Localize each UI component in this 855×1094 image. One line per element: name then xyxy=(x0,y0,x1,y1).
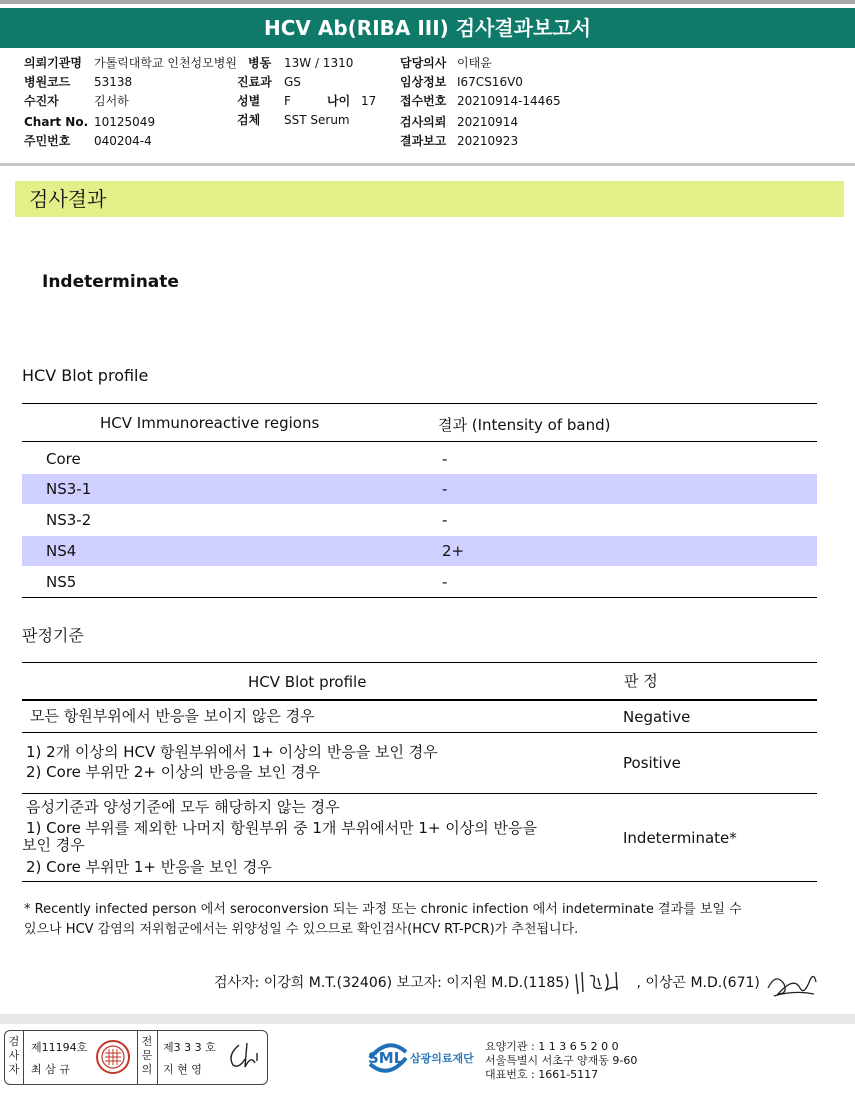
table-row: NS3-1 - xyxy=(22,474,817,504)
criteria-bottom-rule xyxy=(22,881,817,882)
info-report-date: 결과보고 20210923 xyxy=(400,134,519,148)
stamp-col1-label: 검 사 자 xyxy=(8,1035,20,1076)
criteria-top-rule xyxy=(22,662,817,663)
tester-name: 검사자: 이강희 M.T.(32406) xyxy=(214,975,393,991)
seal-icon xyxy=(95,1039,131,1075)
org-address: 요양기관 : 1 1 3 6 5 2 0 0 서울특별시 서초구 양재동 9-60 대표번호 : 1661-5117 xyxy=(485,1040,638,1081)
info-doctor: 담당의사 이태윤 xyxy=(400,56,492,70)
reporter-signature-icon xyxy=(572,968,632,998)
reporter-name: 보고자: 이지원 M.D.(1185) xyxy=(396,975,570,991)
footnote xyxy=(24,900,824,940)
patient-info xyxy=(0,52,855,162)
stamp-license2: 제3 3 3 호 xyxy=(163,1041,216,1054)
signature-line xyxy=(214,966,820,1000)
top-border xyxy=(0,0,855,4)
result-value: Indeterminate xyxy=(42,272,179,292)
stamp-divider xyxy=(23,1031,24,1084)
table-row: NS4 2+ xyxy=(22,536,817,566)
stamp-divider xyxy=(137,1031,138,1084)
footer-band xyxy=(0,1014,855,1024)
stamp-license1: 제11194호 xyxy=(31,1041,88,1054)
table-row: Core - xyxy=(46,450,448,468)
info-age: 나이 17 xyxy=(327,94,377,108)
blot-col-result: 결과 (Intensity of band) xyxy=(438,416,611,434)
info-department: 진료과 GS xyxy=(237,75,301,89)
info-resident-no: 주민번호 040204-4 xyxy=(24,134,152,148)
blot-table-bottom-rule xyxy=(22,597,817,598)
footnote-line: 있으나 HCV 감염의 저위험군에서는 위양성일 수 있으므로 확인검사(HCV RT-PCR)가 추천됩니다. xyxy=(24,922,579,937)
sml-logo xyxy=(366,1038,486,1078)
info-chart-no: Chart No. 10125049 xyxy=(24,115,156,129)
blot-col-regions: HCV Immunoreactive regions xyxy=(100,414,320,432)
stamp-name1: 최 삼 규 xyxy=(31,1063,70,1076)
criteria-col-judgement: 판 정 xyxy=(624,672,658,690)
blot-table xyxy=(22,403,817,599)
table-row: NS3-2 - xyxy=(46,511,448,529)
logo-text: SML xyxy=(368,1049,404,1067)
info-institution: 의뢰기관명 가톨릭대학교 인천성모병원 xyxy=(24,56,237,70)
footnote-line: * Recently infected person 에서 seroconversion 되는 과정 또는 chronic infection 에서 indeterminate 결과를 보일 수 xyxy=(24,902,742,917)
info-ward: 병동 13W / 1310 xyxy=(248,56,354,70)
stamp-divider xyxy=(157,1031,158,1084)
stamp-signature-icon xyxy=(223,1039,263,1075)
blot-table-header xyxy=(22,403,817,442)
info-clinical: 임상정보 I67CS16V0 xyxy=(400,75,523,89)
criteria-rule xyxy=(22,732,817,733)
criteria-header-rule xyxy=(22,699,817,701)
criteria-rule xyxy=(22,793,817,794)
info-specimen: 검체 SST Serum xyxy=(237,113,350,127)
table-row: NS5 - xyxy=(46,573,448,591)
license-stamp xyxy=(4,1030,268,1085)
report-title: HCV Ab(RIBA III) 검사결과보고서 xyxy=(0,8,855,48)
director-name: , 이상곤 M.D.(671) xyxy=(636,975,760,991)
info-request-date: 검사의뢰 20210914 xyxy=(400,115,519,129)
director-signature-icon xyxy=(764,966,820,1000)
info-hospital-code: 병원코드 53138 xyxy=(24,75,133,89)
info-receipt-no: 접수번호 20210914-14465 xyxy=(400,94,561,108)
info-sex: 성별 F xyxy=(237,94,291,108)
blot-heading: HCV Blot profile xyxy=(22,366,149,385)
criteria-heading: 판정기준 xyxy=(22,626,84,645)
org-name: 삼광의료재단 xyxy=(410,1052,474,1065)
info-divider xyxy=(0,163,855,166)
stamp-col2-label: 전 문 의 xyxy=(141,1035,153,1076)
criteria-col-profile: HCV Blot profile xyxy=(248,673,367,691)
section-title: 검사결과 xyxy=(15,181,844,217)
info-patient-name: 수진자 김서하 xyxy=(24,94,129,108)
stamp-name2: 지 현 영 xyxy=(163,1063,202,1076)
criteria-table: HCV Blot profile 판 정 모든 항원부위에서 반응을 보이지 않은 경우 Negative 1) 2개 이상의 HCV 항원부위에서 1+ 이상의 반응을 보인 경우 2) Core 부위만 2+ 이상의 반응을 보인 경우 Positive 음성기준과 양성기준에 모두 해당하지 않는 경우 1) Core 부위를 제외한 나머지 항원부위 중 1개 부위에서만 1+ 이상의 반응을 보인 경우 2) Core 부위만 1+ 반응을 보인 경우 Indeterminate* xyxy=(22,662,817,884)
